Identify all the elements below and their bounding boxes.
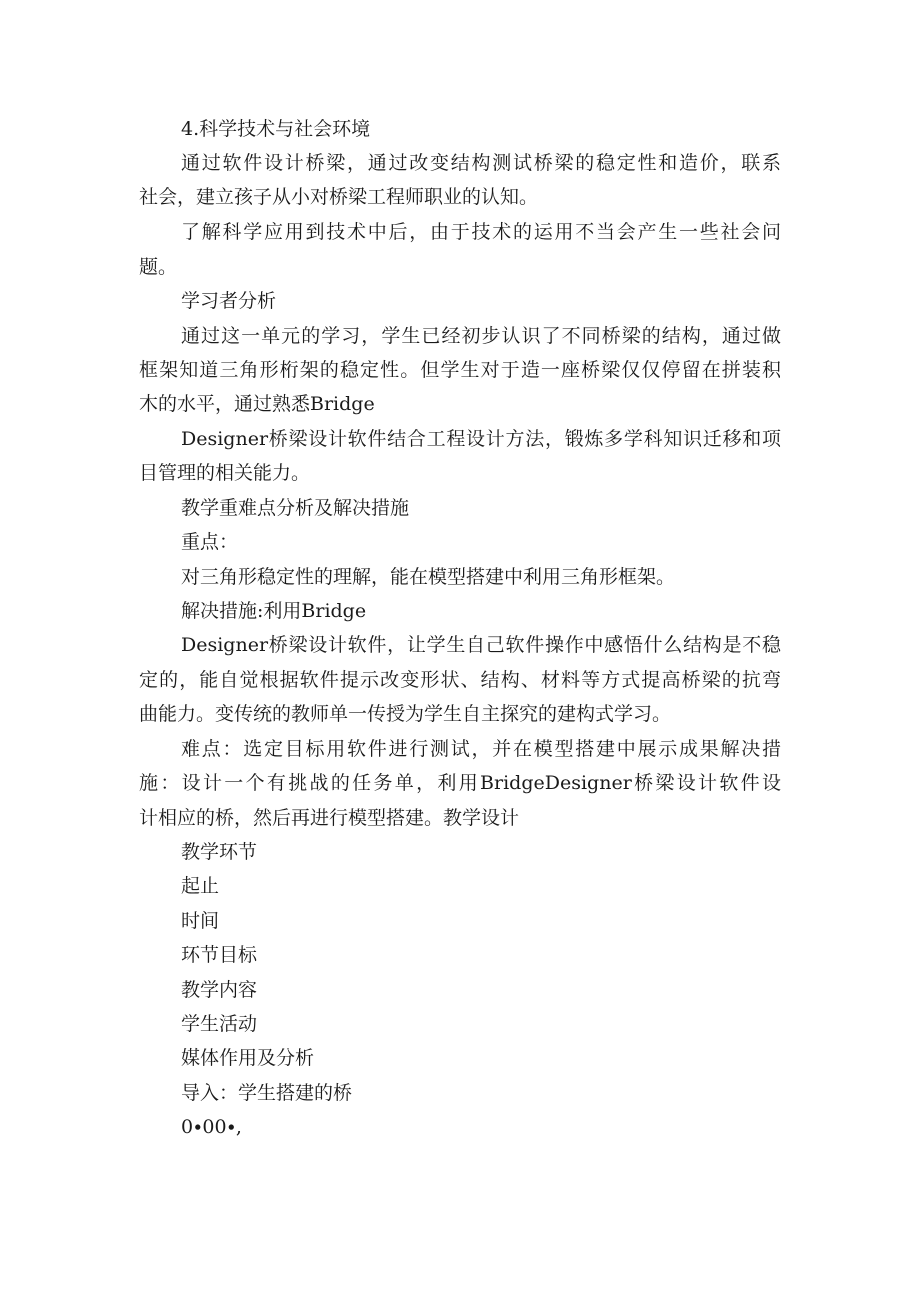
table-cell: 学生活动 — [181, 1013, 258, 1035]
paragraph-line: 定的，能自觉根据软件提示改变形状、结构、材料等方式提高桥梁的抗弯 — [139, 669, 781, 691]
paragraph-line: 题。 — [139, 256, 178, 278]
section-heading: 4.科学技术与社会环境 — [181, 118, 371, 140]
table-cell: 0∙00∙, — [181, 1116, 242, 1138]
paragraph-line: 施：设计一个有挑战的任务单，利用BridgeDesigner桥梁设计软件设 — [139, 772, 781, 794]
table-cell: 媒体作用及分析 — [181, 1047, 315, 1069]
table-cell: 导入：学生搭建的桥 — [181, 1082, 353, 1104]
table-cell: 教学内容 — [181, 979, 258, 1001]
paragraph-line: 了解科学应用到技术中后，由于技术的运用不当会产生一些社会问 — [181, 221, 781, 243]
table-cell: 起止 — [181, 875, 220, 897]
paragraph-line: 木的水平，通过熟悉Bridge — [139, 393, 375, 415]
paragraph-line: 目管理的相关能力。 — [139, 462, 311, 484]
paragraph-line: 对三角形稳定性的理解，能在模型搭建中利用三角形框架。 — [181, 566, 676, 588]
section-heading: 教学重难点分析及解决措施 — [181, 497, 410, 519]
paragraph-line: 解决措施:利用Bridge — [181, 600, 367, 622]
paragraph-line: 通过这一单元的学习，学生已经初步认识了不同桥梁的结构，通过做 — [181, 325, 781, 347]
table-cell: 环节目标 — [181, 944, 258, 966]
paragraph-line: 计相应的桥，然后再进行模型搭建。教学设计 — [139, 807, 520, 829]
section-heading: 学习者分析 — [181, 290, 277, 312]
paragraph-line: Designer桥梁设计软件，让学生自己软件操作中感悟什么结构是不稳 — [181, 634, 781, 656]
paragraph-line: 曲能力。变传统的教师单一传授为学生自主探究的建构式学习。 — [139, 703, 672, 725]
paragraph-line: 框架知道三角形桁架的稳定性。但学生对于造一座桥梁仅仅停留在拼装积 — [139, 359, 781, 381]
paragraph-line: 社会，建立孩子从小对桥梁工程师职业的认知。 — [139, 186, 539, 208]
paragraph-line: 难点：选定目标用软件进行测试，并在模型搭建中展示成果解决措 — [181, 738, 781, 760]
table-cell: 时间 — [181, 910, 220, 932]
table-cell: 教学环节 — [181, 841, 258, 863]
paragraph-line: 通过软件设计桥梁，通过改变结构测试桥梁的稳定性和造价，联系 — [181, 152, 781, 174]
paragraph-line: Designer桥梁设计软件结合工程设计方法，锻炼多学科知识迁移和项 — [181, 428, 781, 450]
subheading: 重点： — [181, 531, 239, 553]
